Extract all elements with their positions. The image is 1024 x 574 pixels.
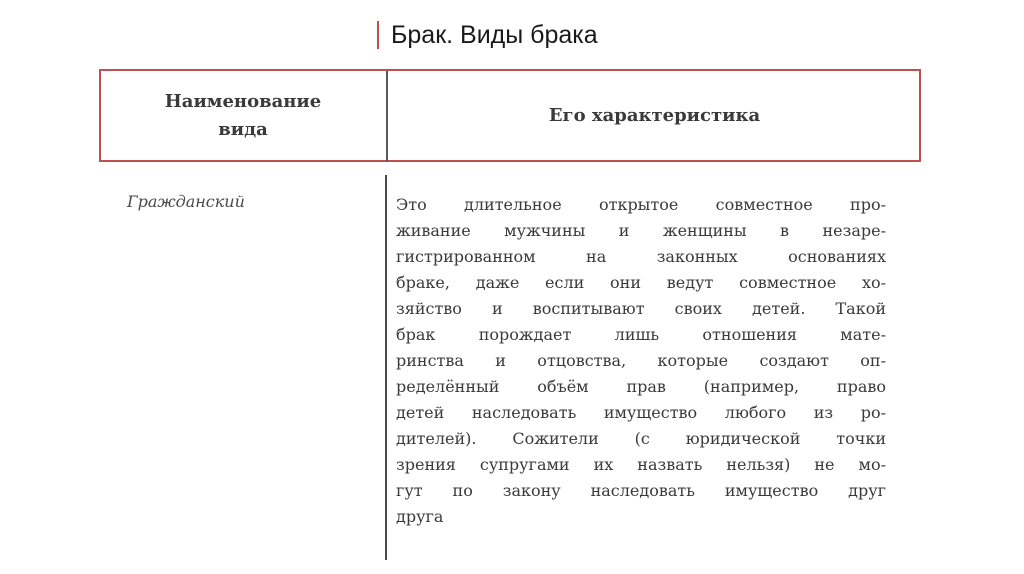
header-type-name-line2: вида (218, 119, 268, 140)
description-line: гут по закону наследовать имущество друг (396, 481, 886, 500)
slide-title-text: Брак. Виды брака (391, 21, 598, 49)
title-accent-bar (377, 21, 379, 49)
body-column-divider (385, 175, 387, 560)
description-line: друга (396, 507, 444, 526)
header-type-name (101, 88, 385, 144)
description-line: дителей). Сожители (с юридической точки (396, 429, 886, 448)
header-column-divider (386, 71, 388, 162)
slide-title (377, 18, 598, 52)
description-line: живание мужчины и женщины в незаре- (396, 221, 886, 240)
description-line: детей наследовать имущество любого из ро- (396, 403, 886, 422)
description-line: ределённый объём прав (например, право (396, 377, 886, 396)
description-line: ринства и отцовства, которые создают оп- (396, 351, 886, 370)
header-characteristic: Его характеристика (548, 105, 761, 126)
description-line: Это длительное открытое совместное про- (396, 195, 886, 214)
row-type-name: Гражданский (127, 192, 245, 211)
row-description (396, 192, 886, 530)
description-line: гистрированном на законных основаниях (396, 247, 886, 266)
description-line: браке, даже если они ведут совместное хо- (396, 273, 886, 292)
header-type-name-line1: Наименование (164, 91, 322, 112)
description-line: зрения супругами их назвать нельзя) не мо- (396, 455, 886, 474)
description-line: зяйство и воспитывают своих детей. Такой (396, 299, 886, 318)
description-line: брак порождает лишь отношения мате- (396, 325, 886, 344)
